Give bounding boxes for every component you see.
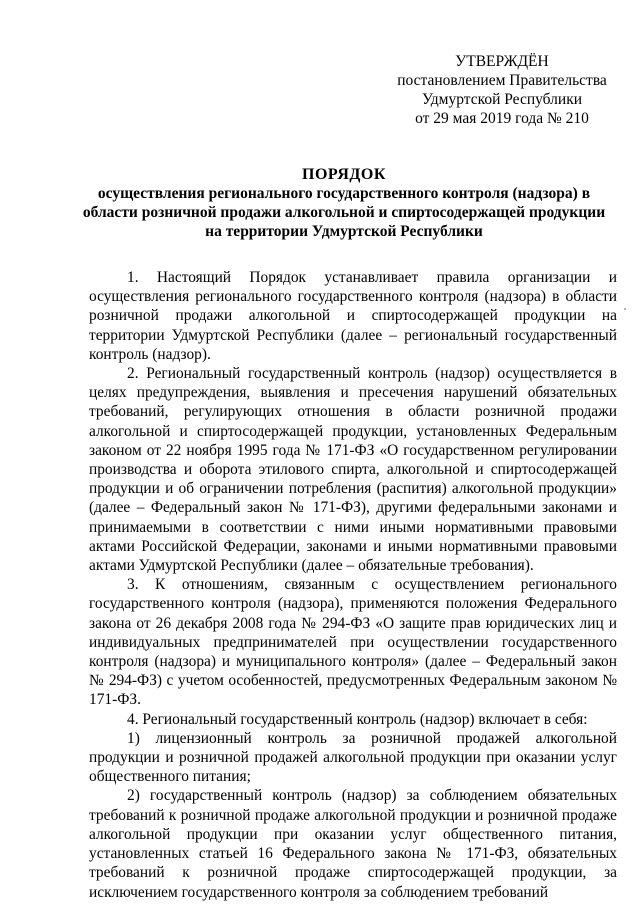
paragraph-2: 2. Региональный государственный контроль (надзор) осуществляется в целях предупреждения, выявления и пресечения нарушений обязательных требований, регулирующих отношения в области розничной продажи алкогольной и спиртосодержащей продукции, установленных Федеральным законом от 22 ноября 1995 года № 171-ФЗ «О государственном регулировании производства и оборота этилового спирта, алкогольной и спиртосодержащей продукции и об ограничении потребления (распития) алкогольной продукции» (далее – Федеральный закон № 171-ФЗ), другими федеральными законами и принимаемыми в соответствии с ними иными нормативными правовыми актами Российской Федерации, законами и иными нормативными правовыми актами Удмуртской Республики (далее – обязательные требования).	[89, 365, 617, 575]
paragraph-3: 3. К отношениям, связанным с осуществлением регионального государственного контроля (надзора), применяются положения Федерального закона от 26 декабря 2008 года № 294-ФЗ «О защите прав юридических лиц и индивидуальных предпринимателей при осуществлении государственного контроля (надзора) и муниципального контроля» (далее – Федеральный закон № 294-ФЗ) с учетом особенностей, предусмотренных Федеральным законом № 171-ФЗ.	[89, 576, 617, 709]
document-body	[89, 268, 617, 902]
approval-stamp	[386, 52, 618, 128]
approval-heading: УТВЕРЖДЁН	[455, 53, 549, 70]
title-main: ПОРЯДОК	[302, 166, 386, 183]
title-line-1: осуществления регионального государственного контроля (надзора) в	[97, 185, 591, 202]
scan-speck	[624, 308, 626, 310]
approval-republic: Удмуртской Республики	[421, 91, 583, 108]
approval-date: от 29 мая 2019 года № 210	[415, 110, 589, 127]
paragraph-1: 1. Настоящий Порядок устанавливает правила организации и осуществления регионального государственного контроля (надзора) в области розничной продажи алкогольной и спиртосодержащей продукции на территории Удмуртской Республики (далее – региональный государственный контроль (надзор).	[89, 269, 617, 363]
paragraph-4: 4. Региональный государственный контроль (надзор) включает в себя:	[127, 710, 588, 728]
approval-resolution: постановлением Правительства	[397, 72, 607, 89]
document-title	[70, 165, 618, 241]
list-item-2: 2) государственный контроль (надзор) за соблюдением обязательных требований к розничной продаже алкогольной продукции и розничной продаже алкогольной продукции при оказании услуг общественного питания, установленных статьей 16 Федерального закона № 171-ФЗ, обязательных требований к розничной продаже спиртосодержащей продукции, за исключением государственного контроля за соблюдением требований	[89, 787, 617, 901]
title-line-3: на территории Удмуртской Республики	[205, 223, 483, 240]
title-line-2: области розничной продажи алкогольной и спиртосодержащей продукции	[82, 204, 606, 221]
list-item-1: 1) лицензионный контроль за розничной продажей алкогольной продукции и розничной продажей алкогольной продукции при оказании услуг общественного питания;	[89, 729, 617, 786]
